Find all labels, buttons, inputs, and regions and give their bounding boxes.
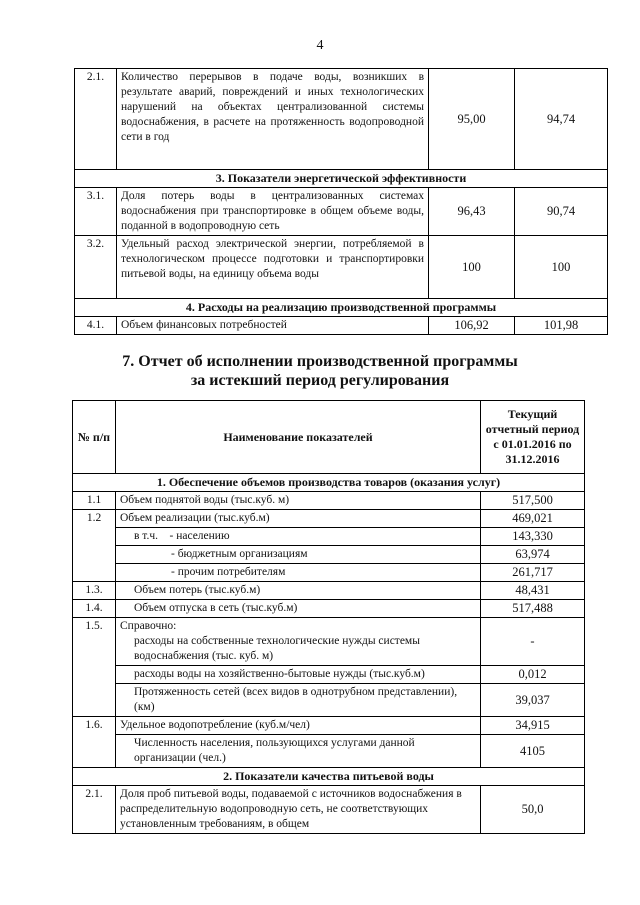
row-name: Удельный расход электрической энергии, потребляемой в технологическом процессе подготовки и транспортировки питьевой воды, на единицу объема воды — [117, 236, 429, 299]
row-number: 2.1. — [73, 786, 116, 834]
row-name: Объем реализации (тыс.куб.м) — [116, 510, 481, 528]
table-row — [73, 717, 585, 735]
table-row — [73, 618, 585, 666]
row-name: - прочим потребителям — [116, 564, 481, 582]
section-title: 2. Показатели качества питьевой воды — [73, 768, 585, 786]
header-number: № п/п — [73, 401, 116, 474]
row-name-text: - населению — [169, 530, 230, 542]
table-row — [73, 684, 585, 717]
section-row — [75, 299, 608, 317]
table-row — [75, 236, 608, 299]
row-name: Объем потерь (тыс.куб.м) — [116, 582, 481, 600]
row-value-actual: 94,74 — [515, 69, 608, 170]
row-value: 0,012 — [481, 666, 585, 684]
row-value: 39,037 — [481, 684, 585, 717]
section-title: 1. Обеспечение объемов производства товаров (оказания услуг) — [73, 474, 585, 492]
section-heading — [0, 352, 640, 390]
row-value: 143,330 — [481, 528, 585, 546]
row-name-text: расходы на собственные технологические нужды системы водоснабжения (тыс. куб. м) — [134, 635, 420, 662]
table-row — [73, 735, 585, 768]
table-row — [73, 528, 585, 546]
row-value: 261,717 — [481, 564, 585, 582]
row-name: Доля проб питьевой воды, подаваемой с источников водоснабжения в распределительную водопроводную сеть, не соответствующих установленным требованиям, в общем — [116, 786, 481, 834]
row-name: Объем поднятой воды (тыс.куб. м) — [116, 492, 481, 510]
row-value-actual: 90,74 — [515, 188, 608, 236]
row-number: 1.1 — [73, 492, 116, 510]
row-number: 3.2. — [75, 236, 117, 299]
table-row — [73, 666, 585, 684]
program-report-table — [72, 400, 585, 834]
indicators-table-continued — [74, 68, 608, 335]
table-row — [73, 786, 585, 834]
row-name: - бюджетным организациям — [116, 546, 481, 564]
row-value: 469,021 — [481, 510, 585, 528]
row-value: - — [481, 618, 585, 666]
row-number: 1.4. — [73, 600, 116, 618]
row-number: 4.1. — [75, 317, 117, 335]
row-number: 1.6. — [73, 717, 116, 768]
row-name: Удельное водопотребление (куб.м/чел) — [116, 717, 481, 735]
row-value-actual: 101,98 — [515, 317, 608, 335]
row-value: 4105 — [481, 735, 585, 768]
row-value-planned: 96,43 — [429, 188, 515, 236]
row-value: 50,0 — [481, 786, 585, 834]
header-period: Текущий отчетный период с 01.01.2016 по 31.12.2016 — [481, 401, 585, 474]
section-row — [73, 474, 585, 492]
row-value: 48,431 — [481, 582, 585, 600]
table-row — [73, 492, 585, 510]
row-value-planned: 106,92 — [429, 317, 515, 335]
row-value: 63,974 — [481, 546, 585, 564]
header-name: Наименование показателей — [116, 401, 481, 474]
row-name — [116, 618, 481, 666]
table-row — [75, 317, 608, 335]
heading-line-2: за истекший период регулирования — [190, 372, 450, 389]
row-number: 1.2 — [73, 510, 116, 582]
row-number: 2.1. — [75, 69, 117, 170]
table-row — [73, 546, 585, 564]
row-name: Количество перерывов в подаче воды, возникших в результате аварий, повреждений и иных технологических нарушений на объектах централизованной системы водоснабжения, в расчете на протяженность водопроводной сети в год — [117, 69, 429, 170]
section-title: 4. Расходы на реализацию производственной программы — [75, 299, 608, 317]
table-row — [73, 582, 585, 600]
row-value: 34,915 — [481, 717, 585, 735]
row-name: Объем отпуска в сеть (тыс.куб.м) — [116, 600, 481, 618]
table-row — [73, 510, 585, 528]
row-name: Доля потерь воды в централизованных системах водоснабжения при транспортировке в общем объеме воды, поданной в водопроводную сеть — [117, 188, 429, 236]
row-label: Справочно: — [120, 620, 177, 632]
row-name: Численность населения, пользующихся услугами данной организации (чел.) — [116, 735, 481, 768]
row-name: Объем финансовых потребностей — [117, 317, 429, 335]
row-prefix: в т.ч. — [134, 530, 158, 542]
page-number: 4 — [316, 38, 324, 53]
row-name: Протяженность сетей (всех видов в однотрубном представлении), (км) — [116, 684, 481, 717]
row-name — [116, 528, 481, 546]
row-number: 3.1. — [75, 188, 117, 236]
header-row — [73, 401, 585, 474]
table-row — [75, 188, 608, 236]
row-value-planned: 95,00 — [429, 69, 515, 170]
table-row — [73, 600, 585, 618]
section-row — [73, 768, 585, 786]
section-row — [75, 170, 608, 188]
row-value-actual: 100 — [515, 236, 608, 299]
row-number: 1.5. — [73, 618, 116, 717]
row-name: расходы воды на хозяйственно-бытовые нужды (тыс.куб.м) — [116, 666, 481, 684]
row-value: 517,500 — [481, 492, 585, 510]
row-value-planned: 100 — [429, 236, 515, 299]
table-row — [73, 564, 585, 582]
row-value: 517,488 — [481, 600, 585, 618]
table-row — [75, 69, 608, 170]
heading-line-1: 7. Отчет об исполнении производственной программы — [122, 353, 518, 370]
section-title: 3. Показатели энергетической эффективности — [75, 170, 608, 188]
row-number: 1.3. — [73, 582, 116, 600]
